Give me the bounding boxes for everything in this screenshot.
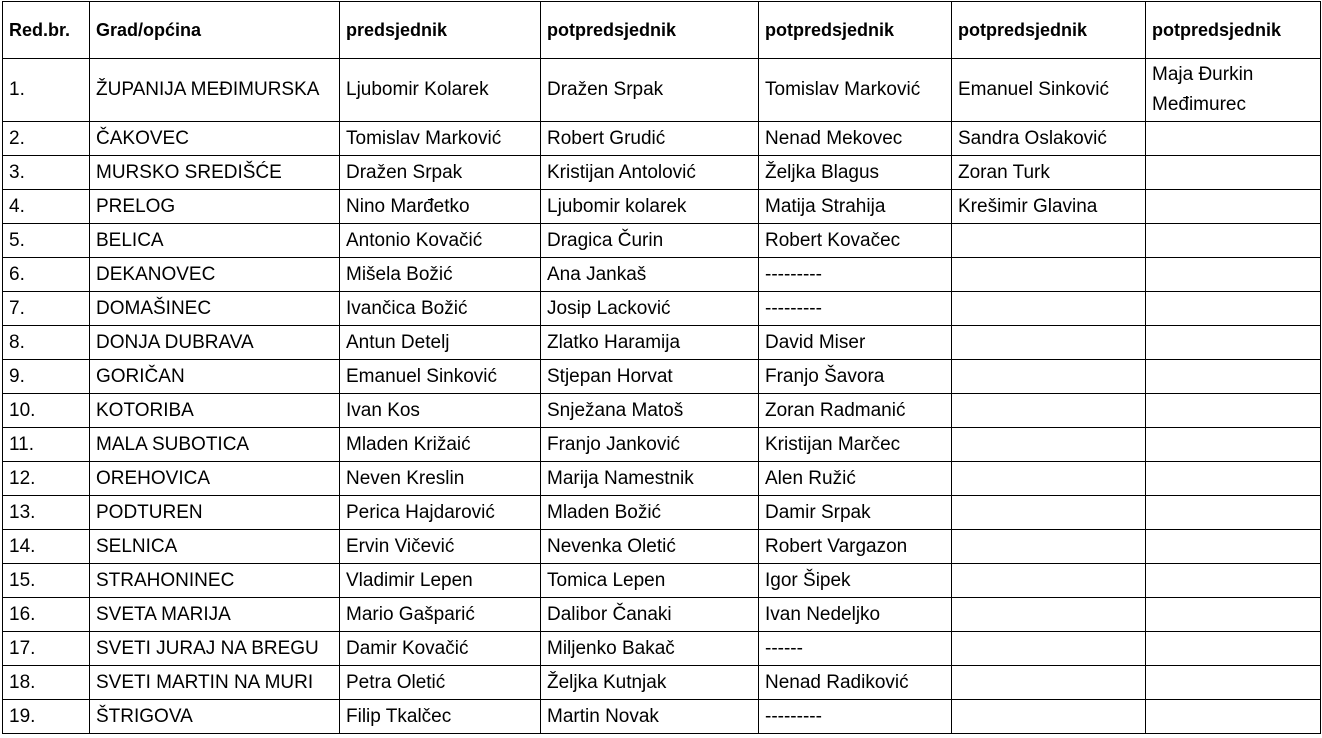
header-potpredsjednik-1: potpredsjednik <box>541 2 759 59</box>
cell-potpredsjednik-1: Kristijan Antolović <box>541 156 759 190</box>
cell-potpredsjednik-3: Krešimir Glavina <box>952 190 1146 224</box>
cell-potpredsjednik-3: Emanuel Sinković <box>952 59 1146 122</box>
cell-potpredsjednik-2: Nenad Mekovec <box>759 122 952 156</box>
cell-predsjednik: Mišela Božić <box>340 258 541 292</box>
cell-redbr: 9. <box>3 360 90 394</box>
cell-potpredsjednik-4 <box>1146 462 1321 496</box>
cell-potpredsjednik-2: Matija Strahija <box>759 190 952 224</box>
cell-redbr: 16. <box>3 598 90 632</box>
cell-potpredsjednik-1: Josip Lacković <box>541 292 759 326</box>
cell-redbr: 6. <box>3 258 90 292</box>
cell-grad-opcina: ČAKOVEC <box>90 122 340 156</box>
cell-grad-opcina: SVETA MARIJA <box>90 598 340 632</box>
cell-predsjednik: Petra Oletić <box>340 666 541 700</box>
cell-potpredsjednik-3 <box>952 224 1146 258</box>
cell-predsjednik: Emanuel Sinković <box>340 360 541 394</box>
cell-potpredsjednik-3 <box>952 598 1146 632</box>
cell-grad-opcina: DEKANOVEC <box>90 258 340 292</box>
cell-potpredsjednik-3 <box>952 632 1146 666</box>
cell-potpredsjednik-4 <box>1146 292 1321 326</box>
cell-redbr: 14. <box>3 530 90 564</box>
cell-potpredsjednik-3: Sandra Oslaković <box>952 122 1146 156</box>
cell-redbr: 12. <box>3 462 90 496</box>
cell-redbr: 5. <box>3 224 90 258</box>
cell-predsjednik: Mladen Križaić <box>340 428 541 462</box>
cell-potpredsjednik-2: Zoran Radmanić <box>759 394 952 428</box>
cell-redbr: 18. <box>3 666 90 700</box>
table-row <box>3 59 1321 122</box>
table-row <box>3 598 1321 632</box>
cell-redbr: 11. <box>3 428 90 462</box>
cell-redbr: 3. <box>3 156 90 190</box>
cell-potpredsjednik-4 <box>1146 666 1321 700</box>
cell-grad-opcina: ŠTRIGOVA <box>90 700 340 734</box>
table-row <box>3 700 1321 734</box>
cell-grad-opcina: DONJA DUBRAVA <box>90 326 340 360</box>
cell-redbr: 17. <box>3 632 90 666</box>
cell-predsjednik: Antonio Kovačić <box>340 224 541 258</box>
cell-redbr: 2. <box>3 122 90 156</box>
cell-potpredsjednik-2: --------- <box>759 700 952 734</box>
cell-potpredsjednik-1: Stjepan Horvat <box>541 360 759 394</box>
header-row <box>3 2 1321 59</box>
cell-potpredsjednik-2: Tomislav Marković <box>759 59 952 122</box>
cell-potpredsjednik-2: Ivan Nedeljko <box>759 598 952 632</box>
cell-predsjednik: Mario Gašparić <box>340 598 541 632</box>
cell-potpredsjednik-3 <box>952 394 1146 428</box>
cell-predsjednik: Ervin Vičević <box>340 530 541 564</box>
cell-potpredsjednik-2: Kristijan Marčec <box>759 428 952 462</box>
cell-predsjednik: Nino Marđetko <box>340 190 541 224</box>
cell-redbr: 19. <box>3 700 90 734</box>
cell-potpredsjednik-2: Damir Srpak <box>759 496 952 530</box>
cell-potpredsjednik-4 <box>1146 190 1321 224</box>
table-row <box>3 122 1321 156</box>
cell-potpredsjednik-2: David Miser <box>759 326 952 360</box>
cell-potpredsjednik-4 <box>1146 394 1321 428</box>
table-row <box>3 394 1321 428</box>
cell-potpredsjednik-1: Nevenka Oletić <box>541 530 759 564</box>
cell-redbr: 13. <box>3 496 90 530</box>
cell-potpredsjednik-1: Tomica Lepen <box>541 564 759 598</box>
table-row <box>3 462 1321 496</box>
cell-potpredsjednik-3 <box>952 428 1146 462</box>
cell-predsjednik: Vladimir Lepen <box>340 564 541 598</box>
cell-potpredsjednik-4 <box>1146 496 1321 530</box>
cell-predsjednik: Tomislav Marković <box>340 122 541 156</box>
table-row <box>3 564 1321 598</box>
cell-grad-opcina: SELNICA <box>90 530 340 564</box>
cell-potpredsjednik-1: Miljenko Bakač <box>541 632 759 666</box>
table-row <box>3 530 1321 564</box>
cell-potpredsjednik-3: Zoran Turk <box>952 156 1146 190</box>
header-potpredsjednik-4: potpredsjednik <box>1146 2 1321 59</box>
cell-grad-opcina: ŽUPANIJA MEĐIMURSKA <box>90 59 340 122</box>
cell-potpredsjednik-2: Robert Vargazon <box>759 530 952 564</box>
cell-potpredsjednik-1: Martin Novak <box>541 700 759 734</box>
cell-grad-opcina: BELICA <box>90 224 340 258</box>
cell-grad-opcina: OREHOVICA <box>90 462 340 496</box>
cell-potpredsjednik-4 <box>1146 326 1321 360</box>
cell-potpredsjednik-1: Snježana Matoš <box>541 394 759 428</box>
cell-potpredsjednik-1: Dalibor Čanaki <box>541 598 759 632</box>
cell-redbr: 1. <box>3 59 90 122</box>
cell-predsjednik: Ivančica Božić <box>340 292 541 326</box>
cell-potpredsjednik-3 <box>952 462 1146 496</box>
cell-potpredsjednik-1: Željka Kutnjak <box>541 666 759 700</box>
table-row <box>3 632 1321 666</box>
cell-predsjednik: Dražen Srpak <box>340 156 541 190</box>
table-row <box>3 360 1321 394</box>
cell-redbr: 7. <box>3 292 90 326</box>
header-potpredsjednik-2: potpredsjednik <box>759 2 952 59</box>
cell-potpredsjednik-4 <box>1146 360 1321 394</box>
table-row <box>3 428 1321 462</box>
cell-potpredsjednik-3 <box>952 496 1146 530</box>
cell-grad-opcina: SVETI MARTIN NA MURI <box>90 666 340 700</box>
cell-potpredsjednik-1: Robert Grudić <box>541 122 759 156</box>
cell-predsjednik: Ivan Kos <box>340 394 541 428</box>
header-predsjednik: predsjednik <box>340 2 541 59</box>
cell-potpredsjednik-4 <box>1146 224 1321 258</box>
cell-potpredsjednik-4 <box>1146 428 1321 462</box>
cell-potpredsjednik-4 <box>1146 700 1321 734</box>
cell-predsjednik: Ljubomir Kolarek <box>340 59 541 122</box>
cell-potpredsjednik-3 <box>952 564 1146 598</box>
cell-potpredsjednik-3 <box>952 530 1146 564</box>
header-grad-opcina: Grad/općina <box>90 2 340 59</box>
cell-potpredsjednik-2: Franjo Šavora <box>759 360 952 394</box>
cell-potpredsjednik-1: Mladen Božić <box>541 496 759 530</box>
cell-grad-opcina: STRAHONINEC <box>90 564 340 598</box>
cell-grad-opcina: PODTUREN <box>90 496 340 530</box>
cell-potpredsjednik-2: ------ <box>759 632 952 666</box>
cell-potpredsjednik-2: Igor Šipek <box>759 564 952 598</box>
cell-potpredsjednik-2: Robert Kovačec <box>759 224 952 258</box>
cell-potpredsjednik-1: Ana Jankaš <box>541 258 759 292</box>
cell-potpredsjednik-1: Dragica Čurin <box>541 224 759 258</box>
cell-predsjednik: Damir Kovačić <box>340 632 541 666</box>
cell-redbr: 10. <box>3 394 90 428</box>
table-row <box>3 156 1321 190</box>
cell-grad-opcina: PRELOG <box>90 190 340 224</box>
cell-predsjednik: Perica Hajdarović <box>340 496 541 530</box>
cell-grad-opcina: SVETI JURAJ NA BREGU <box>90 632 340 666</box>
cell-grad-opcina: KOTORIBA <box>90 394 340 428</box>
table-row <box>3 190 1321 224</box>
cell-predsjednik: Antun Detelj <box>340 326 541 360</box>
cell-potpredsjednik-3 <box>952 666 1146 700</box>
table-row <box>3 666 1321 700</box>
cell-potpredsjednik-2: Željka Blagus <box>759 156 952 190</box>
table-row <box>3 496 1321 530</box>
cell-grad-opcina: MURSKO SREDIŠĆE <box>90 156 340 190</box>
cell-potpredsjednik-4 <box>1146 564 1321 598</box>
header-redbr: Red.br. <box>3 2 90 59</box>
cell-potpredsjednik-4 <box>1146 156 1321 190</box>
cell-redbr: 4. <box>3 190 90 224</box>
table-row <box>3 224 1321 258</box>
cell-potpredsjednik-4 <box>1146 598 1321 632</box>
table-row <box>3 292 1321 326</box>
cell-potpredsjednik-3 <box>952 258 1146 292</box>
cell-potpredsjednik-3 <box>952 700 1146 734</box>
cell-potpredsjednik-3 <box>952 292 1146 326</box>
cell-potpredsjednik-1: Marija Namestnik <box>541 462 759 496</box>
cell-potpredsjednik-4 <box>1146 258 1321 292</box>
table-row <box>3 326 1321 360</box>
cell-redbr: 8. <box>3 326 90 360</box>
cell-potpredsjednik-1: Franjo Janković <box>541 428 759 462</box>
cell-predsjednik: Filip Tkalčec <box>340 700 541 734</box>
header-potpredsjednik-3: potpredsjednik <box>952 2 1146 59</box>
cell-potpredsjednik-1: Ljubomir kolarek <box>541 190 759 224</box>
cell-redbr: 15. <box>3 564 90 598</box>
cell-potpredsjednik-1: Dražen Srpak <box>541 59 759 122</box>
cell-potpredsjednik-3 <box>952 326 1146 360</box>
officials-table <box>2 1 1321 734</box>
cell-grad-opcina: DOMAŠINEC <box>90 292 340 326</box>
cell-potpredsjednik-4 <box>1146 122 1321 156</box>
cell-potpredsjednik-4 <box>1146 632 1321 666</box>
cell-grad-opcina: MALA SUBOTICA <box>90 428 340 462</box>
cell-potpredsjednik-4 <box>1146 530 1321 564</box>
cell-grad-opcina: GORIČAN <box>90 360 340 394</box>
table-body <box>3 59 1321 734</box>
cell-potpredsjednik-2: --------- <box>759 292 952 326</box>
cell-potpredsjednik-2: Nenad Radiković <box>759 666 952 700</box>
table-row <box>3 258 1321 292</box>
cell-potpredsjednik-3 <box>952 360 1146 394</box>
cell-potpredsjednik-4: Maja Đurkin Međimurec <box>1146 59 1321 122</box>
cell-potpredsjednik-2: Alen Ružić <box>759 462 952 496</box>
cell-potpredsjednik-1: Zlatko Haramija <box>541 326 759 360</box>
cell-predsjednik: Neven Kreslin <box>340 462 541 496</box>
cell-potpredsjednik-2: --------- <box>759 258 952 292</box>
